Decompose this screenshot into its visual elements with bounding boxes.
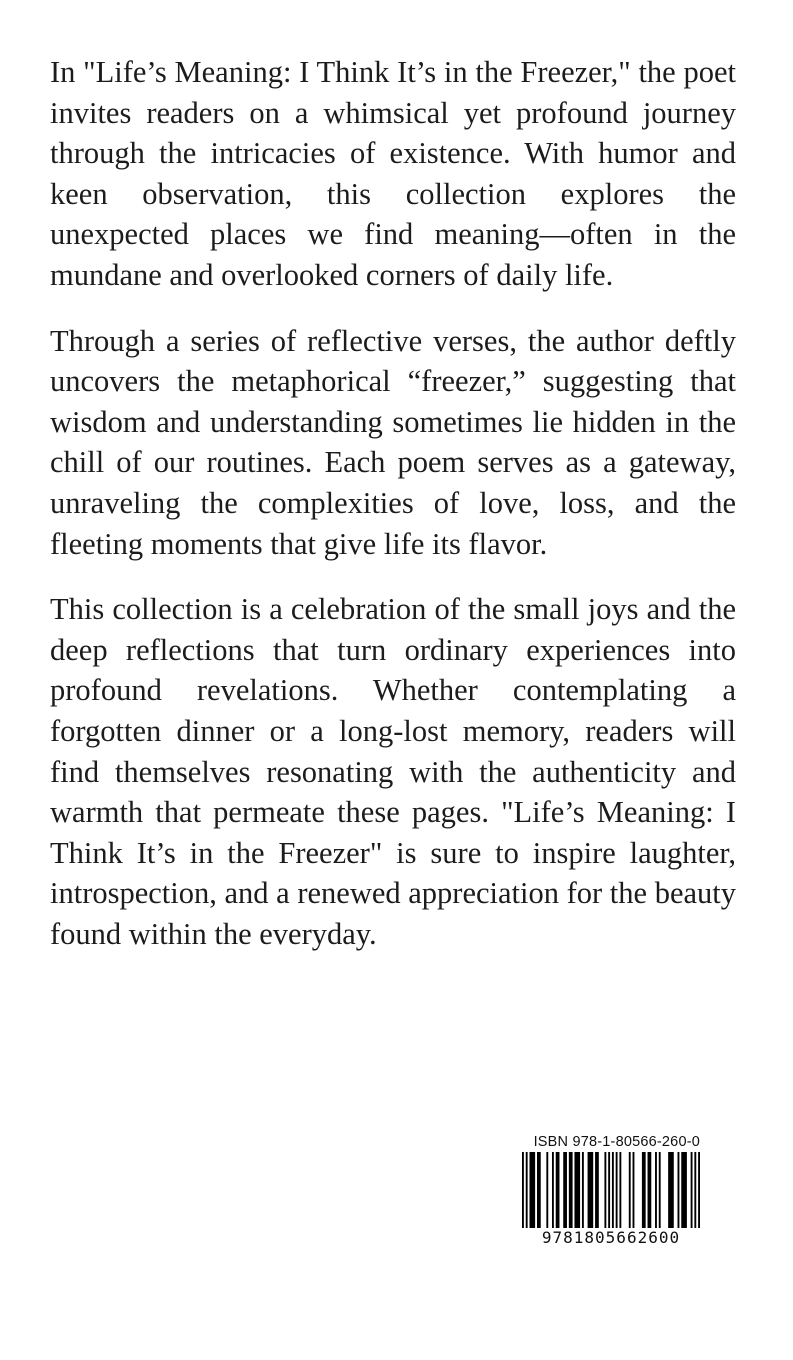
barcode-bar xyxy=(526,1152,528,1228)
barcode-bar xyxy=(529,1152,535,1228)
description-paragraph-2: Through a series of reflective verses, the author deftly uncovers the metaphorical “freezer,” suggesting that wisdom and understanding sometimes lie hidden in the chill of our routines. Each poem serves as a gateway, unraveling the complexities of love, loss, and the fleeting moments that give life its flavor. xyxy=(50,323,736,561)
barcode-bar xyxy=(604,1152,606,1228)
barcode-bar xyxy=(691,1152,693,1228)
barcode-bar xyxy=(698,1152,700,1228)
barcode-bar xyxy=(608,1152,610,1228)
barcode-bar xyxy=(619,1152,621,1228)
barcode-bar xyxy=(537,1152,541,1228)
barcode-bar xyxy=(668,1152,674,1228)
barcode-bar xyxy=(642,1152,646,1228)
barcode-bar xyxy=(678,1152,680,1228)
barcode-bar xyxy=(633,1152,635,1228)
barcode-bar xyxy=(595,1152,599,1228)
barcode-bar xyxy=(522,1152,524,1228)
isbn-label: ISBN 978-1-80566-260-0 xyxy=(533,1134,700,1150)
barcode-bar xyxy=(556,1152,560,1228)
barcode-bar xyxy=(563,1152,567,1228)
barcode-bar xyxy=(694,1152,696,1228)
barcode-bar xyxy=(546,1152,548,1228)
barcode-bar xyxy=(681,1152,687,1228)
isbn-barcode-block xyxy=(522,1132,700,1248)
barcode-image xyxy=(522,1152,700,1228)
barcode-bar xyxy=(612,1152,614,1228)
description-paragraph-1: In "Life’s Meaning: I Think It’s in the Freezer," the poet invites readers on a whimsical yet profound journey through the intricacies of existence. With humor and keen observation, this collection explores the unexpected places we find meaning—often in the mundane and overlooked corners of daily life. xyxy=(50,55,736,292)
isbn-digits: 9781805662600 xyxy=(541,1228,681,1247)
barcode-bar xyxy=(569,1152,573,1228)
barcode-bar xyxy=(582,1152,584,1228)
barcode-bar xyxy=(552,1152,554,1228)
barcode-bar xyxy=(574,1152,580,1228)
book-description xyxy=(50,52,736,954)
barcode-bar xyxy=(616,1152,618,1228)
description-paragraph-3: This collection is a celebration of the small joys and the deep reflections that turn ordinary experiences into profound revelations. Whether contemplating a forgotten dinner or a long-lost memory, readers will find themselves resonating with the authenticity and warmth that permeate these pages. "Life’s Meaning: I Think It’s in the Freezer" is sure to inspire laughter, introspection, and a renewed appreciation for the beauty found within the everyday. xyxy=(50,592,736,951)
barcode-bar xyxy=(655,1152,657,1228)
barcode-bar xyxy=(588,1152,594,1228)
barcode-bar xyxy=(659,1152,661,1228)
barcode-bar xyxy=(648,1152,652,1228)
barcode-bar xyxy=(629,1152,631,1228)
